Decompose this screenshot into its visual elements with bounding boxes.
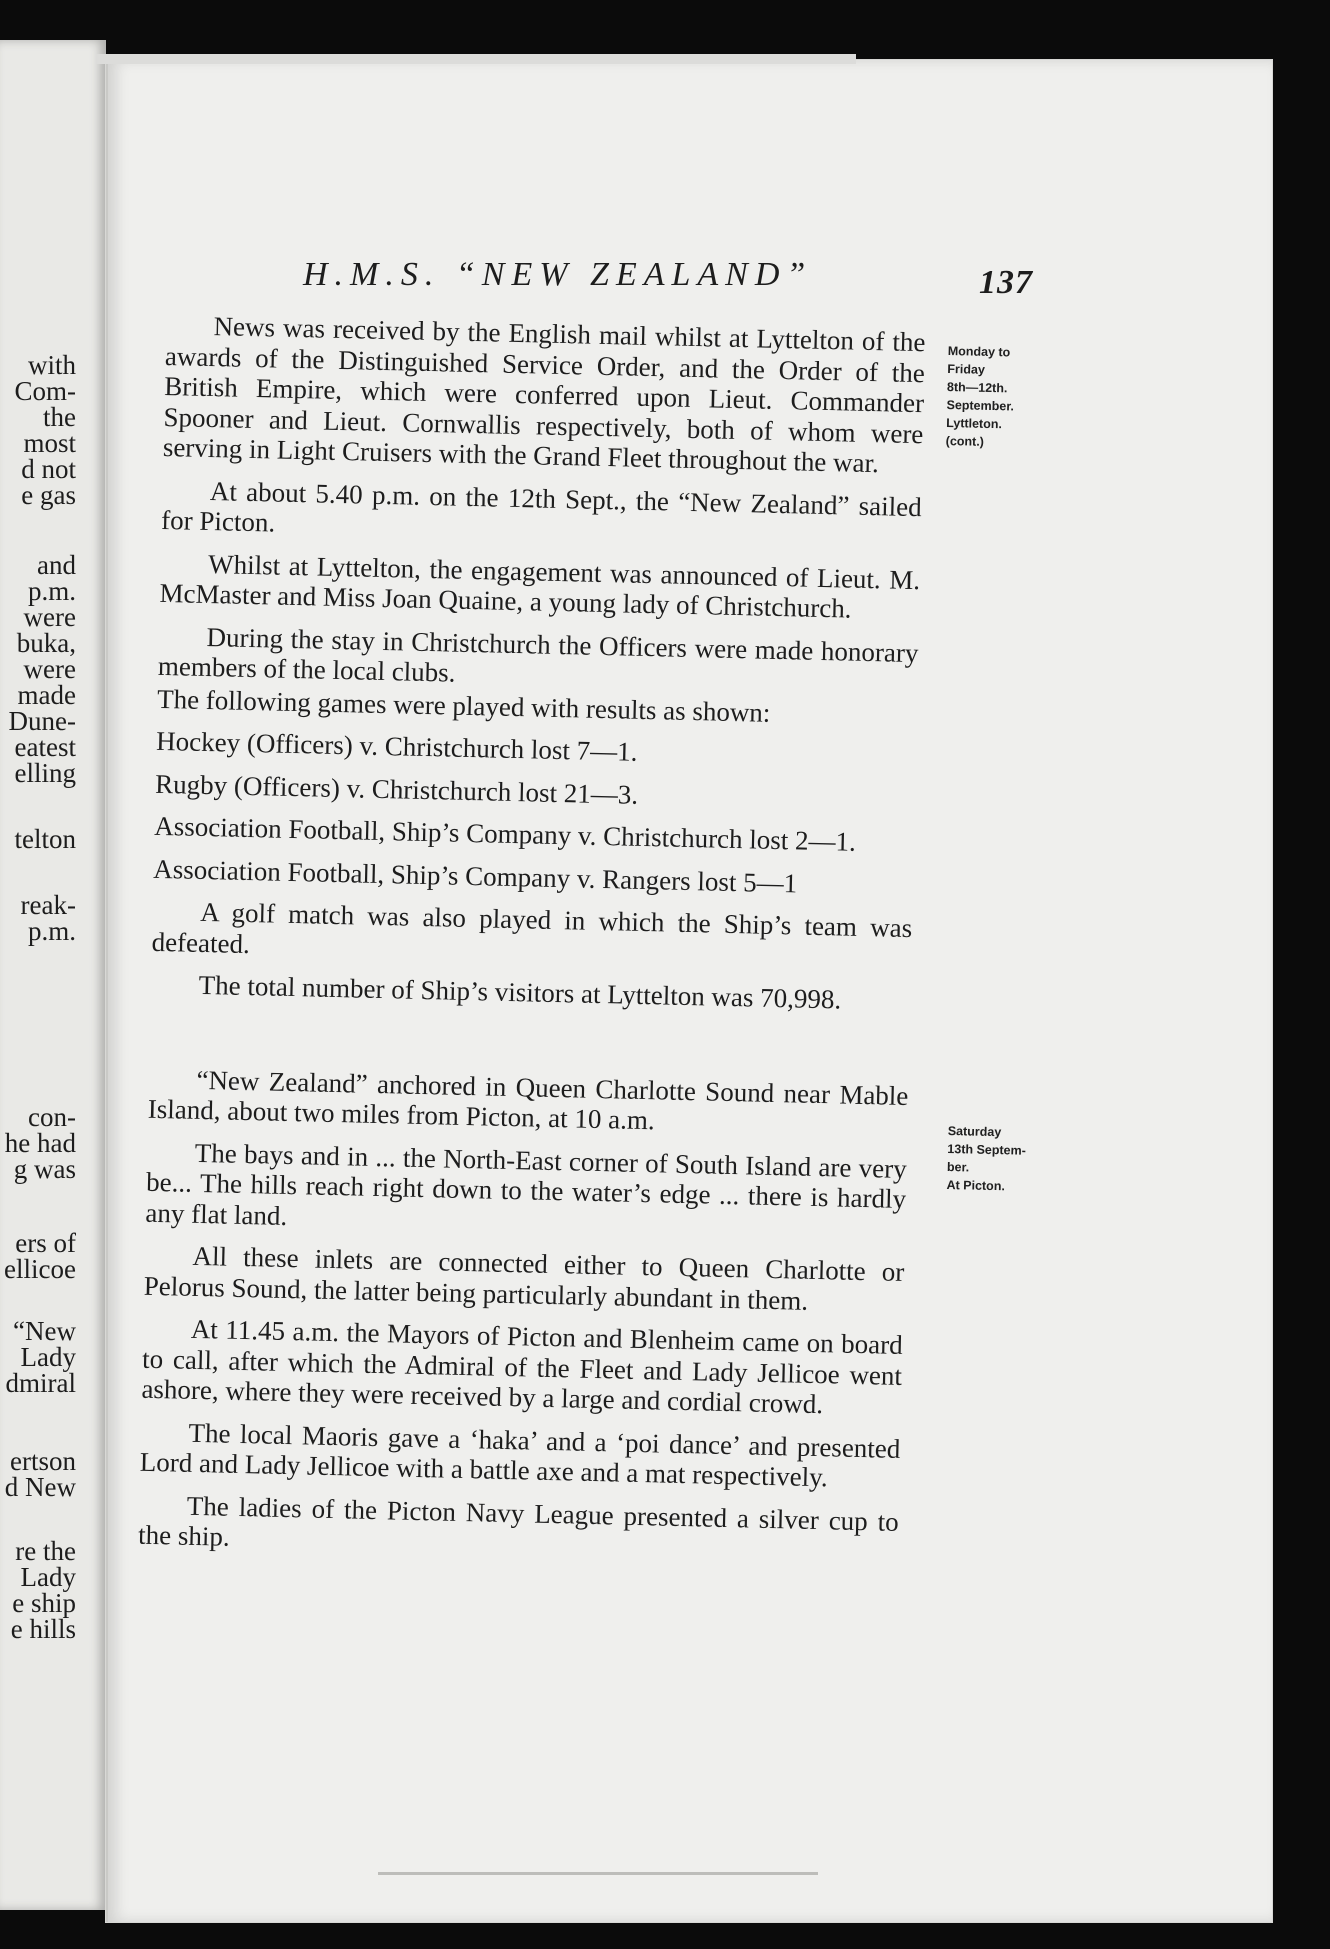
sidenote-picton [946, 1122, 1058, 1196]
sidenote-line: Monday to [947, 343, 1011, 360]
facing-line: reak- [20, 890, 76, 920]
page-body [138, 310, 926, 1579]
paragraph: The following games were played with results as shown: [156, 683, 771, 728]
game-result: Rugby (Officers) v. Christchurch lost 21—3. [154, 768, 639, 810]
facing-line: and [37, 550, 76, 580]
sidenote-line: (cont.) [945, 433, 985, 449]
facing-line: were [23, 602, 76, 632]
facing-line: most [23, 428, 76, 458]
sidenote-line: At Picton. [946, 1177, 1006, 1194]
facing-line: buka, [16, 628, 76, 658]
facing-line: elling [14, 758, 76, 788]
facing-line: p.m. [27, 576, 76, 606]
sidenote-line: Friday [947, 361, 986, 377]
paragraph: Whilst at Lyttelton, the engagement was announced of Lieut. M. McMaster and Miss Joan Quaine, a young lady of Christchurch. [159, 548, 921, 624]
facing-line: con- [28, 1102, 76, 1132]
paragraph: During the stay in Christchurch the Officers were made honorary members of the local clubs. [157, 621, 919, 688]
facing-line: he had [4, 1128, 76, 1158]
game-result: Hockey (Officers) v. Christchurch lost 7—1. [155, 725, 638, 767]
sidenote-line: ber. [946, 1159, 970, 1175]
paragraph: At 11.45 a.m. the Mayors of Picton and Blenheim came on board to call, after which the Admiral of the Fleet and Lady Jellicoe went ashore, where they were received by a large and cordial crowd. [141, 1313, 904, 1420]
sidenote-line: Saturday [947, 1123, 1002, 1140]
facing-line: e hills [10, 1614, 76, 1644]
paragraph: News was received by the English mail whilst at Lyttelton of the awards of the Distinguished Service Order, and the Order of the British Empire, which were conferred upon Lieut. Commander Spooner and Lieut. Cornwallis respectively, both of whom were serving in Light Cruisers with the Grand Fleet throughout the war. [162, 311, 926, 479]
page-bottom-shadow [378, 1872, 818, 1875]
facing-line: Com- [14, 376, 76, 406]
facing-line: g was [13, 1154, 76, 1184]
paragraph: The local Maoris gave a ‘haka’ and a ‘poi dance’ and presented Lord and Lady Jellicoe with a battle axe and a mat respectively. [139, 1417, 901, 1493]
facing-line: ertson [10, 1446, 76, 1476]
facing-line: dmiral [5, 1368, 76, 1398]
facing-line: d not [21, 454, 76, 484]
sidenote-line: Lyttleton. [946, 415, 1003, 432]
paragraph: The bays and in ... the North-East corner of South Island are very be... The hills reach right down to the water’s edge ... there is hardly any flat land. [145, 1137, 908, 1231]
facing-line: p.m. [27, 916, 76, 946]
paragraph: At about 5.40 p.m. on the 12th Sept., the “New Zealand” sailed for Picton. [160, 475, 923, 538]
paragraph: All these inlets are connected either to Queen Charlotte or Pelorus Sound, the latter being particularly abundant in them. [143, 1240, 905, 1316]
facing-line: eatest [14, 732, 76, 762]
facing-line: e gas [21, 480, 76, 510]
facing-page [0, 40, 106, 1910]
paragraph: “New Zealand” anchored in Queen Charlotte Sound near Mable Island, about two miles from Picton, at 10 a.m. [147, 1064, 909, 1136]
sidenote-lyttelton [946, 342, 1058, 452]
facing-line: the [43, 402, 76, 432]
facing-line: Lady [20, 1562, 76, 1592]
sidenote-line: September. [946, 397, 1015, 414]
facing-line: re the [15, 1536, 76, 1566]
sidenote-line: 8th—12th. [946, 379, 1008, 396]
facing-line: ellicoe [4, 1254, 76, 1284]
facing-line: made [17, 680, 76, 710]
facing-line: “New [13, 1316, 76, 1346]
running-title: H.M.S. “NEW ZEALAND” [303, 256, 813, 293]
sidenote-line: 13th Septem- [947, 1141, 1027, 1158]
facing-line: d New [4, 1472, 76, 1502]
facing-line: ers of [15, 1228, 76, 1258]
game-result: Association Football, Ship’s Company v. Christchurch lost 2—1. [153, 810, 857, 857]
paragraph: A golf match was also played in which the Ship’s team was defeated. [151, 896, 913, 959]
page-number: 137 [979, 264, 1033, 301]
facing-line: telton [14, 824, 76, 854]
facing-line: e ship [12, 1588, 76, 1618]
paragraph: The total number of Ship’s visitors at Lyttelton was 70,998. [198, 969, 842, 1015]
game-result: Association Football, Ship’s Company v. Rangers lost 5—1 [152, 853, 798, 898]
facing-line: with [27, 350, 76, 380]
facing-line: Dune- [8, 706, 76, 736]
book-page [106, 60, 1272, 1922]
facing-line: Lady [20, 1342, 76, 1372]
paragraph: The ladies of the Picton Navy League presented a silver cup to the ship. [137, 1490, 900, 1552]
facing-line: were [23, 654, 76, 684]
